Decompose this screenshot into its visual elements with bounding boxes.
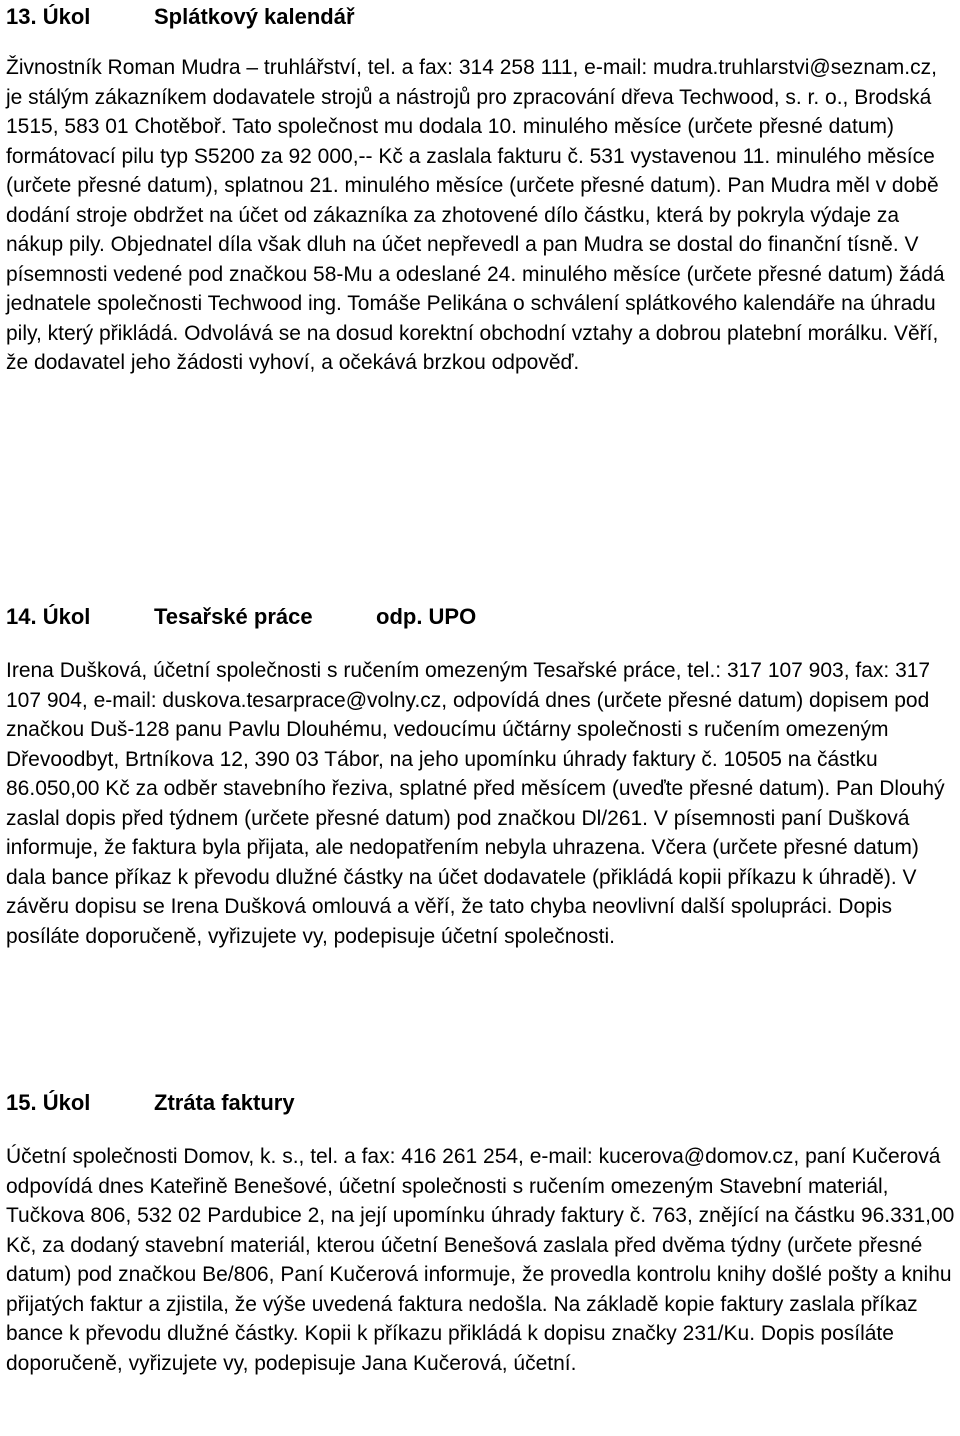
task-13-number: 13. Úkol [6, 4, 91, 29]
task-15-title: Ztráta faktury [154, 1090, 295, 1115]
task-14-number: 14. Úkol [6, 604, 91, 629]
task-14-section [6, 604, 958, 951]
task-13-section [6, 4, 958, 378]
task-13-body: Živnostník Roman Mudra – truhlářství, tel. a fax: 314 258 111, e-mail: mudra.truhlarstvi@seznam.cz, je stálým zákazníkem dodavatele strojů a nástrojů pro zpracování dřeva Techwood, s. r. o., Brodská 1515, 583 01 Chotěboř. Tato společnost mu dodala 10. minulého měsíce (určete přesné datum) formátovací pilu typ S5200 za 92 000,-- Kč a zaslala fakturu č. 531 vystavenou 11. minulého měsíce (určete přesné datum), splatnou 21. minulého měsíce (určete přesné datum). Pan Mudra měl v době dodání stroje obdržet na účet od zákazníka za zhotovené dílo částku, která by pokryla výdaje za nákup pily. Objednatel díla však dluh na účet nepřevedl a pan Mudra se dostal do finanční tísně. V písemnosti vedené pod značkou 58-Mu a odeslané 24. minulého měsíce (určete přesné datum) žádá jednatele společnosti Techwood ing. Tomáše Pelikána o schválení splátkového kalendáře na úhradu pily, který přikládá. Odvolává se na dosud korektní obchodní vztahy a dobrou platební morálku. Věří, že dodavatel jeho žádosti vyhoví, a očekává brzkou odpověď. [6, 56, 945, 374]
task-14-body: Irena Dušková, účetní společnosti s ručením omezeným Tesařské práce, tel.: 317 107 903, fax: 317 107 904, e-mail: duskova.tesarprace@volny.cz, odpovídá dnes (určete přesné datum) dopisem pod značkou Duš-128 panu Pavlu Dlouhému, vedoucímu účtárny společnosti s ručením omezeným Dřevoodbyt, Brtníkova 12, 390 03 Tábor, na jeho upomínku úhrady faktury č. 10505 na částku 86.050,00 Kč za odběr stavebního řeziva, splatné před měsícem (uveďte přesné datum). Pan Dlouhý zaslal dopis před týdnem (určete přesné datum) pod značkou Dl/261. V písemnosti paní Dušková informuje, že faktura byla přijata, ale nedopatřením nebyla uhrazena. Včera (určete přesné datum) dala bance příkaz k převodu dlužné částky na účet dodavatele (přikládá kopii příkazu k úhradě). V závěru dopisu se Irena Dušková omlouvá a věří, že tato chyba neovlivní další spolupráci. Dopis posíláte doporučeně, vyřizujete vy, podepisuje účetní společnosti. [6, 659, 945, 948]
task-14-heading [6, 604, 958, 630]
task-13-title: Splátkový kalendář [154, 4, 355, 29]
task-13-heading [6, 4, 958, 30]
task-15-section [6, 1090, 958, 1378]
task-15-body: Účetní společnosti Domov, k. s., tel. a fax: 416 261 254, e-mail: kucerova@domov.cz, paní Kučerová odpovídá dnes Kateřině Benešové, účetní společnosti s ručením omezeným Stavební materiál, Tučkova 806, 532 02 Pardubice 2, na její upomínku úhrady faktury č. 763, znějící na částku 96.331,00 Kč, za dodaný stavební materiál, kterou účetní Benešová zaslala před dvěma týdny (určete přesné datum) pod značkou Be/806, Paní Kučerová informuje, že provedla kontrolu knihy došlé pošty a knihu přijatých faktur a zjistila, že výše uvedená faktura nedošla. Na základě kopie faktury zaslala příkaz bance k převodu dlužné částky. Kopii k příkazu přikládá k dopisu značky 231/Ku. Dopis posíláte doporučeně, vyřizujete vy, podepisuje Jana Kučerová, účetní. [6, 1145, 955, 1375]
task-15-number: 15. Úkol [6, 1090, 91, 1115]
task-15-heading [6, 1090, 958, 1116]
task-14-title: Tesařské práce [154, 604, 313, 629]
task-14-note: odp. UPO [376, 604, 477, 629]
